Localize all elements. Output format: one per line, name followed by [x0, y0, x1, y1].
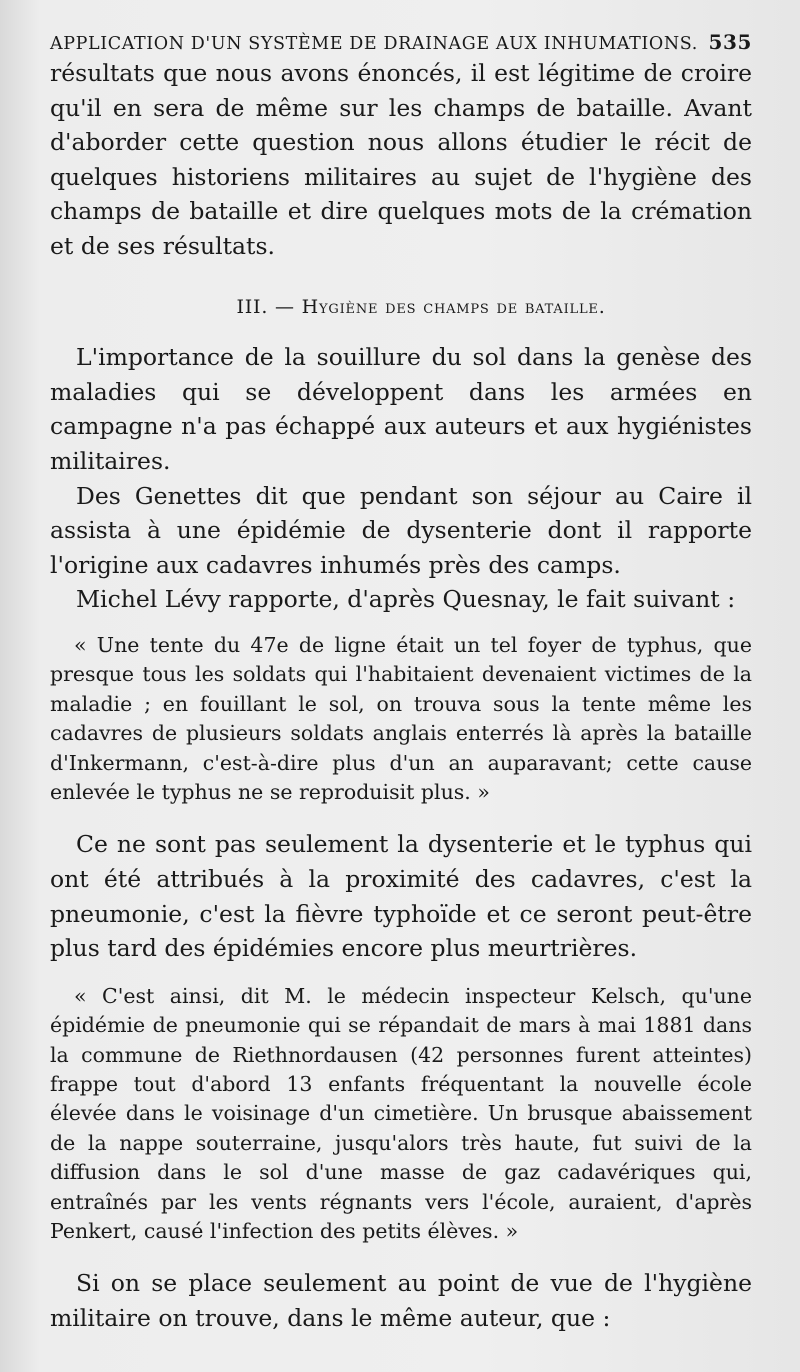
main-text: [50, 56, 752, 1336]
paragraph-importance: L'importance de la souillure du sol dans la genèse des maladies qui se développent dans les armées en campagne n'a pas échappé aux auteurs et aux hygiénistes militaires.: [50, 343, 752, 475]
running-head: [50, 30, 752, 54]
paragraph-hygiene-militaire: Si on se place seulement au point de vue de l'hygiène militaire on trouve, dans le même auteur, que :: [50, 1269, 752, 1332]
paragraph-michel-levy: Michel Lévy rapporte, d'après Quesnay, le fait suivant :: [76, 585, 736, 614]
page-number: 535: [708, 30, 752, 54]
paragraph-des-genettes: Des Genettes dit que pendant son séjour au Caire il assista à une épidémie de dysenterie dont il rapporte l'origine aux cadavres inhumés près des camps.: [50, 481, 752, 579]
quote-inkermann: « Une tente du 47e de ligne était un tel foyer de typhus, que presque tous les soldats qui l'habitaient devenaient victimes de la maladie ; en fouillant le sol, on trouva sous la tente même les cadavres de plusieurs soldats anglais enterrés là après la bataille d'Inkermann, c'est-à-dire plus d'un an auparavant; cette cause enlevée le typhus ne se reproduisit plus. »: [50, 632, 752, 804]
quote-kelsch: « C'est ainsi, dit M. le médecin inspecteur Kelsch, qu'une épidémie de pneumonie qui se répandait de mars à mai 1881 dans la commune de Riethnordausen (42 personnes furent atteintes) frappe tout d'abord 13 enfants fréquentant la nouvelle école élevée dans le voisinage d'un cimetière. Un brusque abaissement de la nappe souterraine, jusqu'alors très haute, fut suivi de la diffusion dans le sol d'une masse de gaz cadavériques qui, entraînés par les vents régnants vers l'école, auraient, d'après Penkert, causé l'infection des petits élèves. »: [50, 983, 752, 1243]
paragraph-continuation: résultats que nous avons énoncés, il est légitime de croire qu'il en sera de même sur les champs de bataille. Avant d'aborder cette question nous allons étudier le récit de quelques historiens militaires au sujet de l'hygiène des champs de bataille et dire quelques mots de la crémation et de ses résultats.: [50, 59, 752, 260]
running-title: APPLICATION D'UN SYSTÈME DE DRAINAGE AUX INHUMATIONS.: [50, 34, 698, 54]
paragraph-pneumonie: Ce ne sont pas seulement la dysenterie et le typhus qui ont été attribués à la proximité des cadavres, c'est la pneumonie, c'est la fièvre typhoïde et ce seront peut-être plus tard des épidémies encore plus meurtrières.: [50, 830, 752, 963]
section-heading: III. — Hygiène des champs de bataille.: [236, 295, 606, 318]
